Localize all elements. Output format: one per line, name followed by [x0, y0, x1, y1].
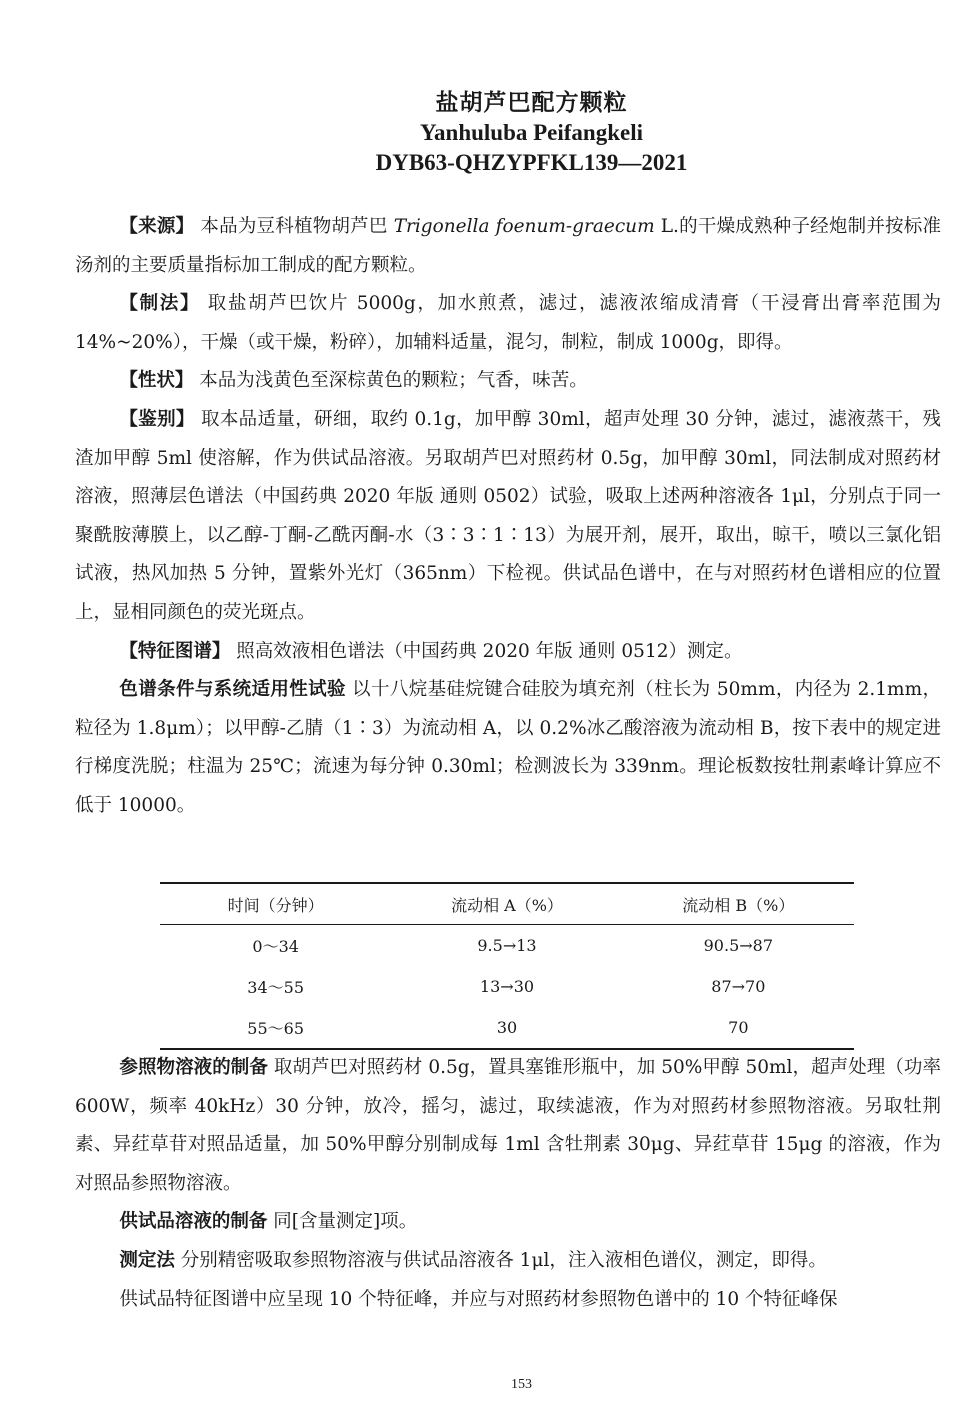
- table-header-row: [160, 883, 854, 925]
- table-row: [160, 966, 854, 1007]
- paragraph-description: [75, 362, 941, 401]
- header-phase-b: 流动相 B（%）: [623, 883, 854, 925]
- header-time: 时间（分钟）: [160, 883, 391, 925]
- cell-time: 0～34: [252, 937, 299, 956]
- paragraph-identification: [75, 401, 941, 633]
- paragraph-test-solution: [75, 1203, 941, 1242]
- gradient-table: [160, 882, 854, 1050]
- label-conditions: 色谱条件与系统适用性试验: [119, 679, 346, 701]
- label-fingerprint: 【特征图谱】: [119, 640, 231, 662]
- title-block: [0, 88, 963, 178]
- paragraph-method: [75, 1242, 941, 1281]
- cell-time: 55～65: [247, 1019, 305, 1038]
- label-reference-solution: 参照物溶液的制备: [119, 1057, 268, 1078]
- source-text-1: 本品为豆科植物胡芦巴: [200, 216, 394, 237]
- label-method: 测定法: [119, 1249, 175, 1271]
- label-source: 【来源】: [119, 216, 195, 237]
- paragraph-source: [75, 208, 941, 285]
- fingerprint-text: 照高效液相色谱法（中国药典 2020 年版 通则 0512）测定。: [236, 640, 743, 662]
- preparation-text: 取盐胡芦巴饮片 5000g，加水煎煮，滤过，滤液浓缩成清膏（干浸膏出膏率范围为 14%~20%），干燥（或干燥，粉碎），加辅料适量，混匀，制粒，制成 1000g，即得。: [75, 293, 941, 353]
- cell-phase-a: 30: [496, 1018, 518, 1037]
- method-text: 分别精密吸取参照物溶液与供试品溶液各 1μl，注入液相色谱仪，测定，即得。: [180, 1249, 827, 1271]
- source-latin: Trigonella foenum-graecum: [393, 216, 655, 237]
- cell-time: 34～55: [247, 978, 305, 997]
- label-preparation: 【制法】: [119, 293, 201, 315]
- body-part-2: [75, 1049, 941, 1319]
- paragraph-reference-solution: [75, 1049, 941, 1203]
- header-phase-a: 流动相 A（%）: [391, 883, 622, 925]
- cell-phase-a: 13→30: [479, 977, 535, 996]
- body-part-1: [75, 208, 941, 826]
- test-solution-text: 同[含量测定]项。: [273, 1211, 418, 1233]
- label-identification: 【鉴别】: [119, 408, 195, 430]
- title-chinese: 盐胡芦巴配方颗粒: [435, 89, 628, 116]
- paragraph-fingerprint: [75, 633, 941, 672]
- cell-phase-b: 70: [728, 1018, 749, 1037]
- title-pinyin: Yanhuluba Peifangkeli: [419, 120, 644, 145]
- cell-phase-a: 9.5→13: [477, 936, 537, 955]
- page-number: 153: [511, 1377, 532, 1392]
- paragraph-continuation: [75, 1281, 941, 1320]
- cell-phase-b: 87→70: [711, 977, 766, 996]
- table-row: [160, 1007, 854, 1049]
- conditions-text: 以十八烷基硅烷键合硅胶为填充剂（柱长为 50mm，内径为 2.1mm，粒径为 1.8μm）；以甲醇-乙腈（1∶3）为流动相 A，以 0.2%冰乙酸溶液为流动相 B，按下表中的规定进行梯度洗脱；柱温为 25℃；流速为每分钟 0.30ml；检测波长为 339nm。理论板数按牡荆素峰计算应不低于 10000。: [75, 679, 941, 816]
- table-row: [160, 925, 854, 967]
- standard-code: DYB63-QHZYPFKL139—2021: [375, 150, 688, 175]
- reference-solution-text: 取胡芦巴对照药材 0.5g，置具塞锥形瓶中，加 50%甲醇 50ml，超声处理（功率 600W，频率 40kHz）30 分钟，放冷，摇匀，滤过，取续滤液，作为对照药材参照物溶液。另取牡荆素、异荭草苷对照品适量，加 50%甲醇分别制成每 1ml 含牡荆素 30μg、异荭草苷 15μg 的溶液，作为对照品参照物溶液。: [75, 1057, 941, 1194]
- paragraph-preparation: [75, 285, 941, 362]
- cell-phase-b: 90.5→87: [703, 936, 774, 955]
- paragraph-conditions: [75, 671, 941, 825]
- continuation-text: 供试品特征图谱中应呈现 10 个特征峰，并应与对照药材参照物色谱中的 10 个特征峰保: [119, 1288, 838, 1310]
- label-test-solution: 供试品溶液的制备: [119, 1211, 268, 1233]
- source-text-2: L.的干燥成熟种子经炮制并按标准汤剂的主要质量指标加工制成的配方颗粒。: [75, 216, 941, 276]
- label-description: 【性状】: [119, 370, 194, 392]
- description-text: 本品为浅黄色至深棕黄色的颗粒；气香，味苦。: [199, 370, 588, 392]
- identification-text: 取本品适量，研细，取约 0.1g，加甲醇 30ml，超声处理 30 分钟，滤过，滤液蒸干，残渣加甲醇 5ml 使溶解，作为供试品溶液。另取胡芦巴对照药材 0.5g，加甲醇 30ml，同法制成对照药材溶液，照薄层色谱法（中国药典 2020 年版 通则 0502）试验，吸取上述两种溶液各 1μl，分别点于同一聚酰胺薄膜上，以乙醇-丁酮-乙酰丙酮-水（3∶3∶1∶13）为展开剂，展开，取出，晾干，喷以三氯化铝试液，热风加热 5 分钟，置紫外光灯（365nm）下检视。供试品色谱中，在与对照药材色谱相应的位置上，显相同颜色的荧光斑点。: [75, 408, 941, 623]
